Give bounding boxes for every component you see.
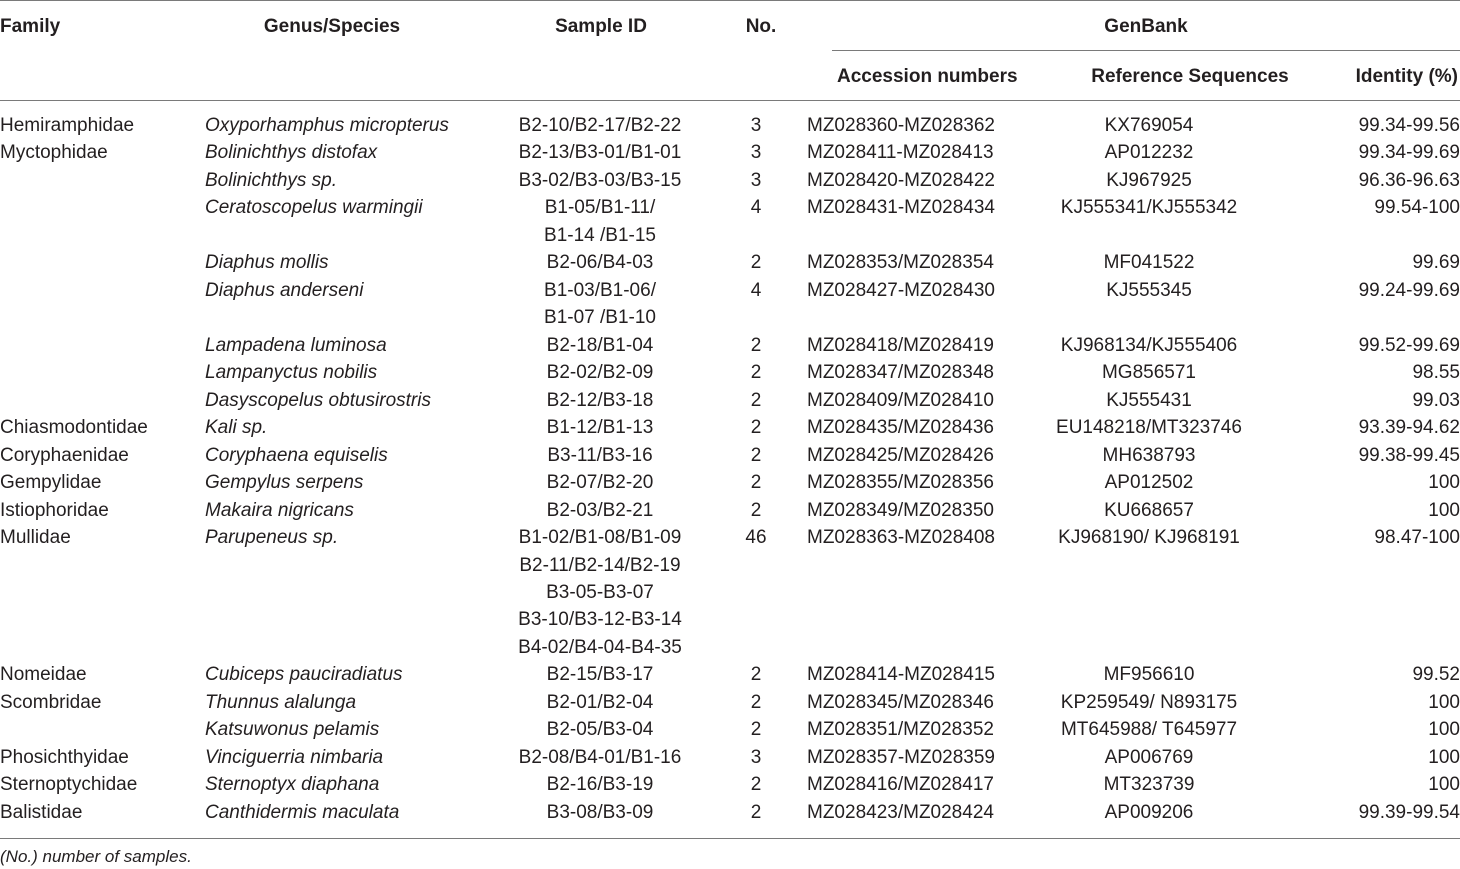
cell-no: 2 — [750, 334, 762, 356]
cell-sample-id: B2-11/B2-14/B2-19 — [519, 554, 681, 576]
table-row — [0, 716, 1460, 743]
cell-species: Bolinichthys sp. — [205, 169, 338, 191]
cell-sample-id: B1-14 /B1-15 — [544, 224, 656, 246]
cell-species: Lampadena luminosa — [205, 334, 387, 356]
cell-species: Diaphus mollis — [205, 252, 329, 274]
cell-reference: KJ555431 — [1106, 389, 1192, 411]
table-row — [0, 497, 1460, 524]
header-identity: Identity (%) — [1355, 66, 1458, 87]
cell-sample-id: B2-18/B1-04 — [546, 334, 654, 356]
footnote: (No.) number of samples. — [0, 847, 192, 866]
cell-no: 3 — [750, 169, 762, 191]
cell-sample-id: B1-07 /B1-10 — [544, 307, 656, 329]
table-row — [0, 167, 1460, 194]
cell-family — [0, 634, 205, 661]
cell-family — [0, 249, 205, 276]
cell-no: 2 — [750, 417, 762, 439]
cell-family — [0, 222, 205, 249]
header-family: Family — [0, 16, 61, 37]
cell-reference — [1018, 552, 1280, 579]
cell-no: 2 — [750, 664, 762, 686]
cell-identity: 99.24-99.69 — [1358, 279, 1460, 301]
cell-sample-id: B1-03/B1-06/ — [544, 279, 656, 301]
cell-accession: MZ028363-MZ028408 — [807, 527, 995, 549]
table-row — [0, 579, 1460, 606]
cell-accession: MZ028427-MZ028430 — [807, 279, 995, 301]
cell-accession: MZ028435/MZ028436 — [807, 417, 994, 439]
cell-identity — [1280, 579, 1460, 606]
cell-identity: 100 — [1428, 774, 1460, 796]
cell-no — [705, 304, 807, 331]
cell-species — [205, 304, 495, 331]
cell-identity: 99.34-99.69 — [1358, 142, 1460, 164]
cell-family — [0, 277, 205, 304]
cell-reference: MH638793 — [1102, 444, 1196, 466]
cell-family: Istiophoridae — [0, 499, 109, 521]
cell-no: 46 — [745, 527, 767, 549]
header-accession: Accession numbers — [837, 66, 1018, 87]
cell-species: Lampanyctus nobilis — [205, 362, 378, 384]
cell-identity: 100 — [1428, 719, 1460, 741]
cell-reference: EU148218/MT323746 — [1056, 417, 1242, 439]
table-row — [0, 689, 1460, 716]
cell-species — [205, 606, 495, 633]
cell-reference: MF956610 — [1103, 664, 1195, 686]
cell-reference: KP259549/ N893175 — [1060, 691, 1238, 713]
header-reference: Reference Sequences — [1091, 66, 1289, 87]
cell-species: Diaphus anderseni — [205, 279, 364, 301]
cell-identity: 98.47-100 — [1374, 527, 1460, 549]
cell-species: Gempylus serpens — [205, 472, 364, 494]
cell-accession: MZ028353/MZ028354 — [807, 252, 994, 274]
cell-accession: MZ028414-MZ028415 — [807, 664, 995, 686]
header-bottom-rule — [0, 100, 1460, 101]
cell-family: Chiasmodontidae — [0, 417, 148, 439]
cell-reference — [1018, 634, 1280, 661]
cell-identity — [1280, 222, 1460, 249]
cell-reference: KX769054 — [1104, 115, 1194, 136]
table-row — [0, 112, 1460, 139]
cell-no: 2 — [750, 691, 762, 713]
cell-accession: MZ028360-MZ028362 — [807, 115, 995, 136]
cell-sample-id: B4-02/B4-04-B4-35 — [518, 636, 682, 658]
cell-identity — [1280, 552, 1460, 579]
cell-family — [0, 304, 205, 331]
cell-family: Nomeidae — [0, 664, 87, 686]
cell-family — [0, 332, 205, 359]
cell-family — [0, 387, 205, 414]
cell-reference: AP009206 — [1104, 801, 1194, 823]
cell-no: 3 — [750, 746, 762, 768]
cell-species — [205, 552, 495, 579]
cell-reference: KJ555345 — [1106, 279, 1192, 301]
table-row — [0, 771, 1460, 798]
cell-reference: KU668657 — [1104, 499, 1194, 521]
cell-reference — [1018, 579, 1280, 606]
cell-reference: MF041522 — [1103, 252, 1195, 274]
table-row — [0, 249, 1460, 276]
cell-sample-id: B3-10/B3-12-B3-14 — [518, 609, 682, 631]
cell-sample-id: B2-15/B3-17 — [546, 664, 654, 686]
cell-identity — [1280, 634, 1460, 661]
cell-identity: 99.54-100 — [1374, 197, 1460, 219]
cell-sample-id: B2-03/B2-21 — [546, 499, 654, 521]
cell-no: 3 — [750, 142, 762, 164]
cell-sample-id: B3-11/B3-16 — [547, 444, 653, 466]
table-row — [0, 442, 1460, 469]
cell-accession: MZ028416/MZ028417 — [807, 774, 994, 796]
cell-species — [205, 222, 495, 249]
cell-accession — [807, 606, 1018, 633]
cell-identity: 96.36-96.63 — [1358, 169, 1460, 191]
cell-identity: 93.39-94.62 — [1358, 417, 1460, 439]
table-row — [0, 469, 1460, 496]
cell-reference: KJ968134/KJ555406 — [1060, 334, 1238, 356]
table-row — [0, 387, 1460, 414]
cell-accession: MZ028431-MZ028434 — [807, 197, 995, 219]
cell-species: Makaira nigricans — [205, 499, 354, 521]
cell-family — [0, 359, 205, 386]
cell-family: Mullidae — [0, 527, 71, 549]
cell-sample-id: B2-02/B2-09 — [546, 362, 654, 384]
table-row — [0, 661, 1460, 688]
table-row — [0, 552, 1460, 579]
cell-no: 2 — [750, 719, 762, 741]
cell-identity: 100 — [1428, 746, 1460, 768]
cell-family: Phosichthyidae — [0, 746, 129, 768]
cell-reference: MT645988/ T645977 — [1060, 719, 1238, 741]
cell-no — [705, 634, 807, 661]
cell-no: 2 — [750, 472, 762, 494]
cell-reference: KJ968190/ KJ968191 — [1058, 527, 1240, 549]
cell-accession: MZ028411-MZ028413 — [807, 142, 994, 164]
cell-reference: AP012232 — [1104, 142, 1194, 164]
cell-species: Vinciguerria nimbaria — [205, 746, 384, 768]
table-row — [0, 634, 1460, 661]
cell-species: Coryphaena equiselis — [205, 444, 388, 466]
cell-identity: 99.69 — [1412, 252, 1460, 274]
cell-no: 2 — [750, 362, 762, 384]
cell-sample-id: B3-08/B3-09 — [546, 801, 654, 823]
header-genbank: GenBank — [1104, 16, 1188, 37]
table-row — [0, 332, 1460, 359]
cell-identity: 99.38-99.45 — [1358, 444, 1460, 466]
cell-species — [205, 634, 495, 661]
cell-identity: 99.39-99.54 — [1358, 801, 1460, 823]
cell-family — [0, 579, 205, 606]
cell-no — [705, 222, 807, 249]
cell-sample-id: B2-13/B3-01/B1-01 — [518, 142, 682, 164]
header-sample-id: Sample ID — [555, 16, 647, 37]
cell-family — [0, 716, 205, 743]
cell-reference: AP012502 — [1104, 472, 1194, 494]
table-row — [0, 799, 1460, 826]
cell-species: Ceratoscopelus warmingii — [205, 197, 423, 219]
table-row — [0, 277, 1460, 304]
cell-species: Parupeneus sp. — [205, 527, 339, 549]
cell-reference: MG856571 — [1101, 362, 1196, 384]
cell-accession — [807, 579, 1018, 606]
cell-no: 2 — [750, 252, 762, 274]
cell-reference — [1018, 606, 1280, 633]
cell-species: Cubiceps pauciradiatus — [205, 664, 403, 686]
cell-sample-id: B2-16/B3-19 — [546, 774, 654, 796]
cell-family — [0, 194, 205, 221]
cell-family — [0, 167, 205, 194]
cell-species: Katsuwonus pelamis — [205, 719, 380, 741]
cell-accession: MZ028418/MZ028419 — [807, 334, 994, 356]
table-row — [0, 139, 1460, 166]
top-rule — [0, 0, 1460, 1]
cell-sample-id: B1-05/B1-11/ — [544, 197, 656, 219]
cell-reference: AP006769 — [1104, 746, 1194, 768]
cell-reference: MT323739 — [1103, 774, 1195, 796]
cell-identity: 100 — [1428, 472, 1460, 494]
cell-species: Bolinichthys distofax — [205, 142, 378, 164]
cell-accession — [807, 304, 1018, 331]
cell-family: Coryphaenidae — [0, 444, 129, 466]
cell-identity: 98.55 — [1412, 362, 1460, 384]
table-row — [0, 414, 1460, 441]
cell-family: Gempylidae — [0, 472, 102, 494]
cell-sample-id: B2-12/B3-18 — [546, 389, 654, 411]
cell-accession: MZ028423/MZ028424 — [807, 801, 994, 823]
cell-family — [0, 606, 205, 633]
table-row — [0, 359, 1460, 386]
cell-no: 4 — [750, 197, 762, 219]
cell-no: 2 — [750, 499, 762, 521]
cell-identity: 99.52 — [1412, 664, 1460, 686]
header-no: No. — [745, 16, 777, 37]
cell-sample-id: B1-12/B1-13 — [546, 417, 654, 439]
table-row — [0, 194, 1460, 221]
cell-family — [0, 552, 205, 579]
cell-identity: 100 — [1428, 691, 1460, 713]
cell-accession — [807, 552, 1018, 579]
cell-no — [705, 606, 807, 633]
cell-no: 2 — [750, 774, 762, 796]
cell-reference: KJ555341/KJ555342 — [1060, 197, 1238, 219]
table-row — [0, 606, 1460, 633]
cell-species: Dasyscopelus obtusirostris — [205, 389, 431, 411]
cell-sample-id: B3-02/B3-03/B3-15 — [518, 169, 682, 191]
cell-species: Oxyporhamphus micropterus — [205, 115, 449, 136]
cell-species: Thunnus alalunga — [205, 691, 357, 713]
cell-identity: 99.03 — [1412, 389, 1460, 411]
cell-accession: MZ028357-MZ028359 — [807, 746, 995, 768]
cell-accession: MZ028349/MZ028350 — [807, 499, 994, 521]
cell-accession: MZ028345/MZ028346 — [807, 691, 994, 713]
cell-identity: 99.52-99.69 — [1358, 334, 1460, 356]
cell-no: 2 — [750, 389, 762, 411]
cell-no: 2 — [750, 801, 762, 823]
cell-no — [705, 579, 807, 606]
cell-accession — [807, 222, 1018, 249]
cell-no: 4 — [750, 279, 762, 301]
cell-no — [705, 552, 807, 579]
cell-sample-id: B2-06/B4-03 — [546, 252, 654, 274]
cell-identity: 99.34-99.56 — [1358, 115, 1460, 136]
table-row — [0, 304, 1460, 331]
cell-sample-id: B2-01/B2-04 — [546, 691, 654, 713]
cell-reference — [1018, 222, 1280, 249]
genbank-subheader-rule — [832, 50, 1460, 51]
cell-identity — [1280, 606, 1460, 633]
header-species: Genus/Species — [263, 16, 401, 37]
cell-no: 3 — [750, 115, 762, 136]
cell-family: Scombridae — [0, 691, 102, 713]
table-body — [0, 112, 1460, 826]
cell-family: Hemiramphidae — [0, 115, 135, 136]
table-row — [0, 222, 1460, 249]
cell-sample-id: B2-07/B2-20 — [546, 472, 654, 494]
cell-sample-id: B2-10/B2-17/B2-22 — [518, 115, 682, 136]
cell-accession: MZ028409/MZ028410 — [807, 389, 994, 411]
cell-species: Canthidermis maculata — [205, 801, 400, 823]
table-row — [0, 744, 1460, 771]
cell-accession: MZ028347/MZ028348 — [807, 362, 994, 384]
cell-family: Myctophidae — [0, 142, 108, 164]
cell-sample-id: B2-05/B3-04 — [546, 719, 654, 741]
cell-sample-id: B1-02/B1-08/B1-09 — [518, 527, 682, 549]
table-row — [0, 524, 1460, 551]
cell-reference — [1018, 304, 1280, 331]
cell-accession: MZ028355/MZ028356 — [807, 472, 994, 494]
cell-reference: KJ967925 — [1106, 169, 1192, 191]
cell-accession: MZ028420-MZ028422 — [807, 169, 995, 191]
cell-accession: MZ028351/MZ028352 — [807, 719, 994, 741]
species-table — [0, 112, 1460, 826]
cell-accession: MZ028425/MZ028426 — [807, 444, 994, 466]
cell-identity — [1280, 304, 1460, 331]
cell-family: Balistidae — [0, 801, 83, 823]
cell-species: Sternoptyx diaphana — [205, 774, 380, 796]
cell-family: Sternoptychidae — [0, 774, 138, 796]
cell-species — [205, 579, 495, 606]
cell-sample-id: B2-08/B4-01/B1-16 — [518, 746, 682, 768]
cell-identity: 100 — [1428, 499, 1460, 521]
table-bottom-rule — [0, 838, 1460, 839]
cell-species: Kali sp. — [205, 417, 268, 439]
cell-no: 2 — [750, 444, 762, 466]
cell-accession — [807, 634, 1018, 661]
cell-sample-id: B3-05-B3-07 — [546, 581, 654, 603]
